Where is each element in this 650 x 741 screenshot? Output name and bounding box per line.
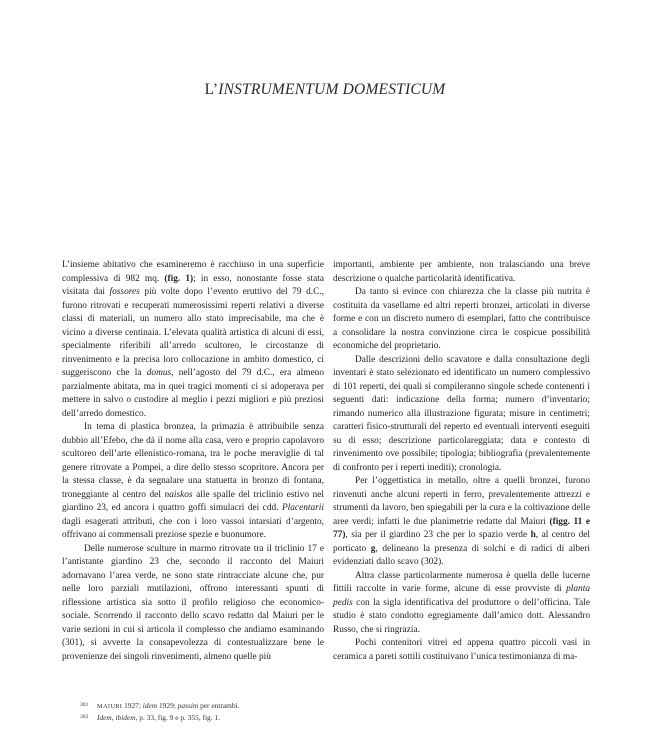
paragraph: L’insieme abitativo che esamineremo è racchiuso in una superficie complessiva di 982 mq. (fig. 1); in esso, nonostante fosse stata visitata dai fossores più volte dopo l’evento eruttivo del 79 d.C., furono ritrovati e recuperati numerosissimi reperti relativi a diverse classi di materiali, un numero allo stato imprecisabile, ma che è vicino a diverse centinaia. L’elevata qualità artistica di alcuni di essi, specialmente riferibili all’arredo scultoreo, le circostanze di rinvenimento e la precisa loro collocazione in ambito domestico, ci suggeriscono che la domus, nell’agosto del 79 d.C., era almeno parzialmente abitata, ma in quei tragici momenti ci si adoperava per mettere in salvo o custodire al meglio i pezzi migliori e più preziosi dell’arredo domestico. <box>62 260 325 419</box>
paragraph: Per l’oggettistica in metallo, oltre a quelli bronzei, furono rinvenuti anche alcuni reperti in ferro, prevalentemente attrezzi e strumenti da lavoro, ben spiegabili per la cura e la coltivazione delle aree verdi; infatti le due planimetrie redatte dal Maiuri (figg. 11 e 77), sia per il giardino 23 che per lo spazio verde h, al centro del porticato g, delineano la presenza di solchi e di radici di alberi evidenziati dallo scavo (302). <box>333 476 591 567</box>
chapter-title <box>0 81 650 99</box>
chapter-title-main: INSTRUMENTUM DOMESTICUM <box>218 81 446 98</box>
paragraph: Pochi contenitori vitrei ed appena quattro piccoli vasi in ceramica a pareti sottili costituivano l’unica testimonianza di ma- <box>333 638 590 662</box>
paragraph: Delle numerose sculture in marmo ritrovate tra il triclinio 17 e l’antistante giardino 23 che, secondo il racconto del Maiuri adornavano l’area verde, ne sono state rintracciate alcune che, pur nelle loro parziali mutilazioni, offrono interessanti spunti di riflessione artistica sia sotto il profilo religioso che economico-sociale. Scorrendo il racconto dello scavo redatto dal Maiuri per le varie sezioni in cui si articola il complesso che andiamo esaminando (301), si avverte la consapevolezza di contestualizzare bene le provenienze dei singoli rinvenimenti, almeno quelle più <box>62 543 324 662</box>
figure-reference[interactable]: (figg. 11 e 77) <box>333 516 590 540</box>
paragraph: Altra classe particolarmente numerosa è quella delle lucerne fittili raccolte in varie forme, alcune di esse provviste di planta pedis con la sigla identificativa del produttore o dell’officina. Tale studio è stato condotto egregiamente dall’amico dott. Alessandro Russo, che si ringrazia. <box>333 570 590 635</box>
paragraph: Da tanto si evince con chiarezza che la classe più nutrita è costituita da vasellame ed altri reperti bronzei, articolati in diverse forme e con un discreto numero di esemplari, fatto che contribuisce a consolidare la nostra convinzione circa le cospicue possibilità economiche del proprietario. <box>333 287 590 351</box>
chapter-title-prefix: L’ <box>204 81 219 98</box>
paragraph: In tema di plastica bronzea, la primazia è attribuibile senza dubbio all’Efebo, che dà il nome alla casa, vero e proprio capolavoro scultoreo dell’arte ellenistico-romana, tra le poche meraviglie di tal genere ritrovate a Pompei, a dire dello stesso scopritore. Ancora per la stessa classe, è da segnalare una statuetta in bronzo di fontana, troneggiante al centro del naiskos alle spalle del triclinio estivo nel giardino 23, ed ancora i quattro goffi simulacri dei cdd. Placentarii dagli esagerati attributi, che con i loro vassoi intarsiati d’argento, offrivano ai commensali preziose spezie e buonumore. <box>62 422 324 540</box>
footnote: 301 MAIURI 1927; idem 1929; passim per entrambi. <box>80 701 240 710</box>
footnote: 302 Idem, ibidem, p. 33, fig. 9 e p. 355, fig. 1. <box>80 713 220 722</box>
left-column <box>62 259 324 664</box>
footnote-number: 302 <box>80 714 89 720</box>
paragraph: importanti, ambiente per ambiente, non tralasciando una breve descrizione o qualche particolarità identificativa. <box>333 260 590 284</box>
figure-reference[interactable]: (fig. 1) <box>164 273 194 284</box>
footnotes <box>80 700 239 723</box>
footnote-number: 301 <box>80 702 89 708</box>
paragraph: Dalle descrizioni dello scavatore e dalla consultazione degli inventari è stato selezionato ed identificato un numero complessivo di 101 reperti, dei quali si compileranno singole schede contenenti i seguenti dati: indicazione della forma; numero d’inventario; rimando numerico alla illustrazione figurata; misure in centimetri; caratteri fisico-strutturali del reperto ed eventuali interventi eseguiti su di esso; descrizione particolareggiata; data e contesto di rinvenimento ove possibile; tipologia; bibliografia (prevalentemente di confronto per i reperti inediti); cronologia. <box>333 354 590 473</box>
right-column <box>333 259 590 664</box>
